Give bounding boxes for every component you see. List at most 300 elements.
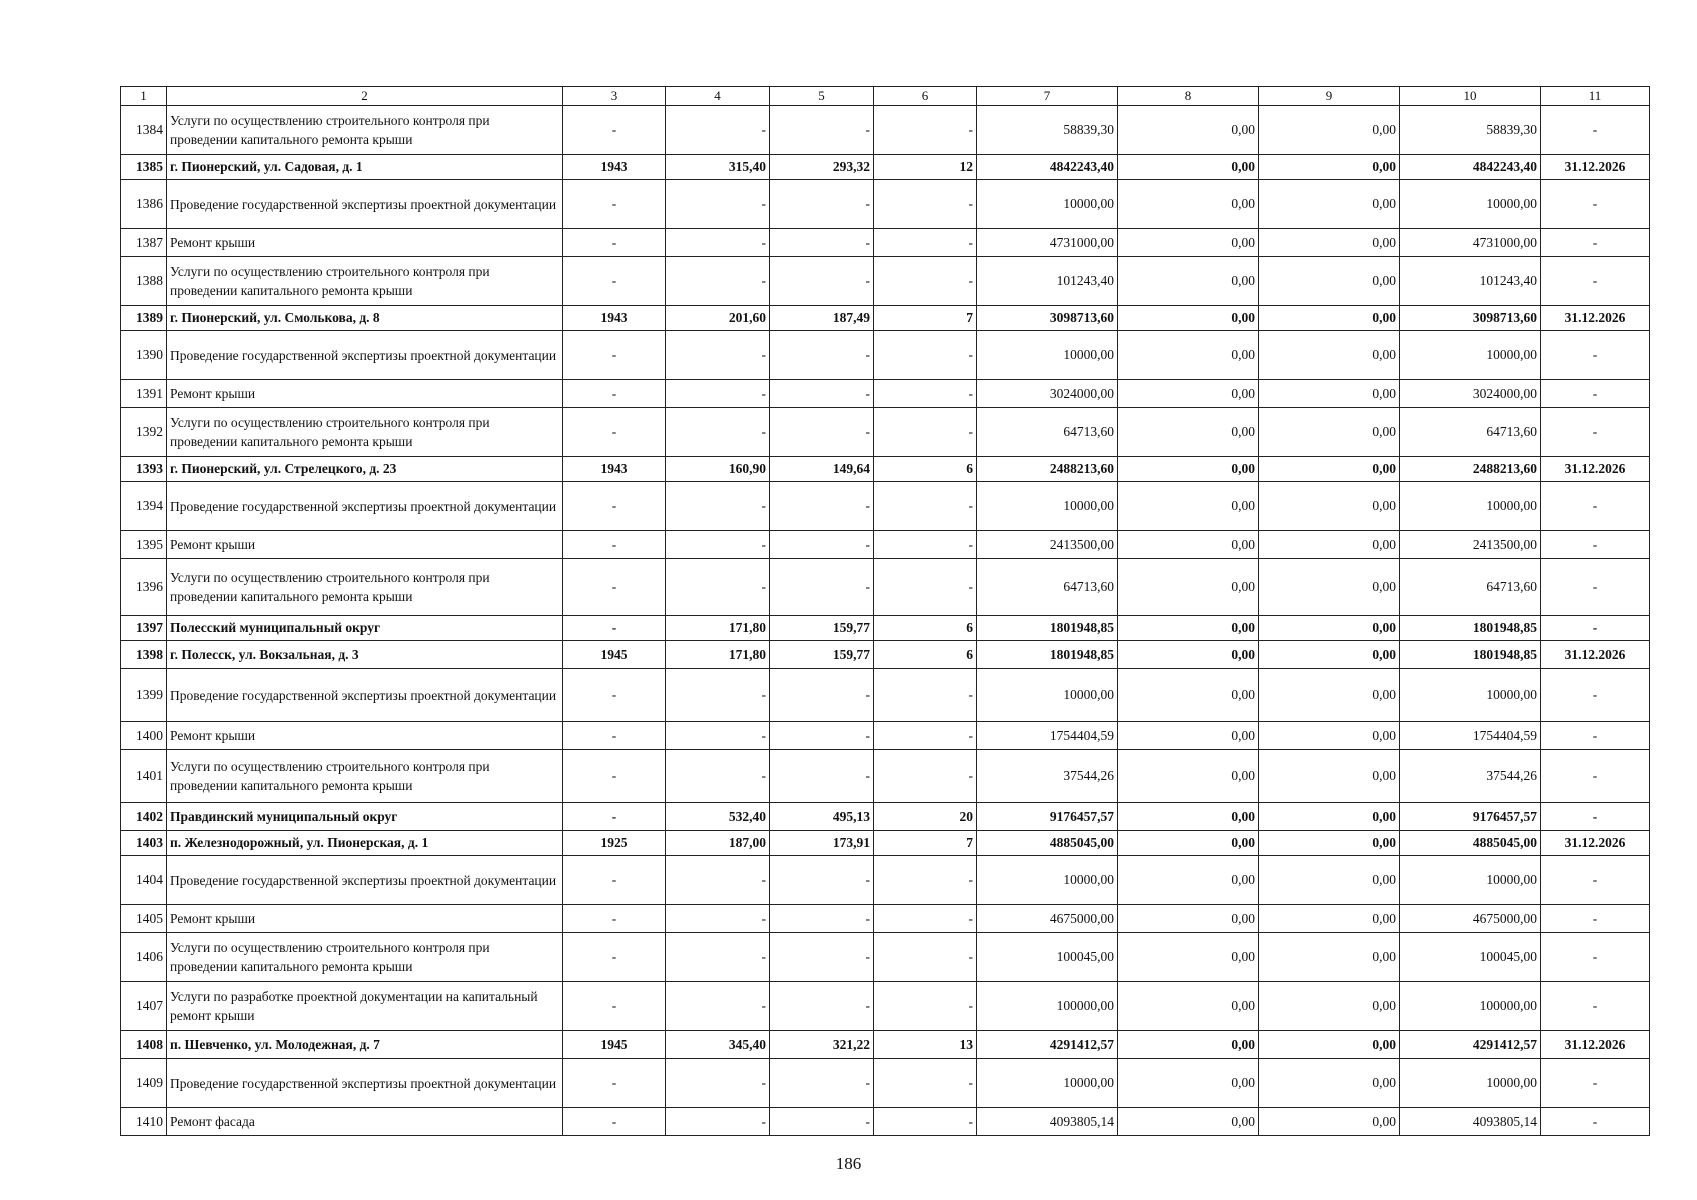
- column-number: 10: [1400, 87, 1541, 106]
- table-cell: -: [666, 905, 770, 933]
- table-cell: 4675000,00: [977, 905, 1118, 933]
- table-cell: -: [1541, 803, 1650, 831]
- table-cell: 31.12.2026: [1541, 831, 1650, 856]
- table-cell: 1943: [563, 155, 666, 180]
- table-cell: -: [770, 257, 874, 306]
- table-row: [121, 559, 1650, 616]
- table-cell: 0,00: [1118, 408, 1259, 457]
- row-description: Правдинский муниципальный округ: [167, 803, 563, 831]
- table-cell: -: [563, 669, 666, 722]
- table-cell: -: [1541, 905, 1650, 933]
- table-cell: -: [874, 257, 977, 306]
- table-cell: -: [563, 933, 666, 982]
- table-cell: 0,00: [1259, 531, 1400, 559]
- table-row: [121, 380, 1650, 408]
- table-row: [121, 331, 1650, 380]
- table-cell: -: [563, 750, 666, 803]
- row-number: 1408: [121, 1031, 167, 1059]
- table-cell: 0,00: [1259, 180, 1400, 229]
- table-row: [121, 831, 1650, 856]
- table-cell: 0,00: [1118, 1108, 1259, 1136]
- column-number: 5: [770, 87, 874, 106]
- row-description: Услуги по осуществлению строительного контроля при проведении капитального ремонта крыши: [167, 408, 563, 457]
- table-cell: -: [1541, 933, 1650, 982]
- row-number: 1391: [121, 380, 167, 408]
- table-cell: 0,00: [1259, 1108, 1400, 1136]
- table-cell: 0,00: [1118, 982, 1259, 1031]
- table-cell: 0,00: [1118, 616, 1259, 641]
- table-cell: -: [563, 803, 666, 831]
- row-description: п. Железнодорожный, ул. Пионерская, д. 1: [167, 831, 563, 856]
- table-cell: 0,00: [1118, 831, 1259, 856]
- table-row: [121, 803, 1650, 831]
- row-description: Проведение государственной экспертизы проектной документации: [167, 669, 563, 722]
- table-cell: -: [666, 982, 770, 1031]
- table-cell: 1801948,85: [977, 641, 1118, 669]
- table-cell: 100000,00: [1400, 982, 1541, 1031]
- table-cell: 1801948,85: [977, 616, 1118, 641]
- table-cell: 31.12.2026: [1541, 155, 1650, 180]
- table-cell: 10000,00: [1400, 1059, 1541, 1108]
- table-cell: -: [770, 669, 874, 722]
- table-cell: -: [666, 482, 770, 531]
- table-cell: 10000,00: [1400, 856, 1541, 905]
- table-cell: 1945: [563, 641, 666, 669]
- table-cell: -: [563, 482, 666, 531]
- table-cell: 4291412,57: [1400, 1031, 1541, 1059]
- row-number: 1386: [121, 180, 167, 229]
- table-cell: -: [563, 229, 666, 257]
- table-cell: -: [874, 180, 977, 229]
- table-cell: 0,00: [1118, 306, 1259, 331]
- row-description: Услуги по осуществлению строительного контроля при проведении капитального ремонта крыши: [167, 106, 563, 155]
- table-cell: 37544,26: [1400, 750, 1541, 803]
- table-cell: -: [770, 106, 874, 155]
- table-row: [121, 106, 1650, 155]
- table-row: [121, 856, 1650, 905]
- table-cell: 20: [874, 803, 977, 831]
- table-cell: 321,22: [770, 1031, 874, 1059]
- table-cell: -: [770, 531, 874, 559]
- table-cell: -: [563, 257, 666, 306]
- table-cell: -: [563, 1108, 666, 1136]
- row-description: г. Полесск, ул. Вокзальная, д. 3: [167, 641, 563, 669]
- column-number: 7: [977, 87, 1118, 106]
- table-cell: 0,00: [1259, 641, 1400, 669]
- row-description: Проведение государственной экспертизы проектной документации: [167, 856, 563, 905]
- table-cell: 0,00: [1118, 180, 1259, 229]
- table-cell: 10000,00: [977, 180, 1118, 229]
- column-number: 3: [563, 87, 666, 106]
- table-cell: -: [770, 933, 874, 982]
- row-number: 1389: [121, 306, 167, 331]
- row-number: 1410: [121, 1108, 167, 1136]
- row-description: Проведение государственной экспертизы проектной документации: [167, 1059, 563, 1108]
- table-cell: -: [666, 750, 770, 803]
- table-cell: 10000,00: [1400, 331, 1541, 380]
- table-row: [121, 482, 1650, 531]
- table-cell: -: [666, 1108, 770, 1136]
- row-number: 1397: [121, 616, 167, 641]
- table-cell: 0,00: [1118, 482, 1259, 531]
- table-cell: -: [563, 905, 666, 933]
- row-description: Ремонт фасада: [167, 1108, 563, 1136]
- table-row: [121, 722, 1650, 750]
- table-cell: 31.12.2026: [1541, 457, 1650, 482]
- table-cell: -: [666, 669, 770, 722]
- table-cell: 4731000,00: [977, 229, 1118, 257]
- table-cell: 4731000,00: [1400, 229, 1541, 257]
- table-cell: 0,00: [1259, 933, 1400, 982]
- column-number: 1: [121, 87, 167, 106]
- table-cell: 13: [874, 1031, 977, 1059]
- table-row: [121, 750, 1650, 803]
- table-row: [121, 641, 1650, 669]
- table-cell: 0,00: [1259, 856, 1400, 905]
- table-cell: 0,00: [1118, 457, 1259, 482]
- row-number: 1398: [121, 641, 167, 669]
- table-cell: 0,00: [1259, 482, 1400, 531]
- table-cell: 4842243,40: [1400, 155, 1541, 180]
- row-description: Услуги по осуществлению строительного контроля при проведении капитального ремонта крыши: [167, 933, 563, 982]
- page-number: 186: [835, 1154, 862, 1173]
- table-cell: 0,00: [1259, 559, 1400, 616]
- table-cell: -: [770, 750, 874, 803]
- table-cell: -: [1541, 106, 1650, 155]
- table-cell: 6: [874, 457, 977, 482]
- row-number: 1405: [121, 905, 167, 933]
- table-cell: -: [666, 722, 770, 750]
- table-cell: 58839,30: [977, 106, 1118, 155]
- table-cell: -: [770, 408, 874, 457]
- table-cell: 495,13: [770, 803, 874, 831]
- table-cell: -: [1541, 257, 1650, 306]
- table-cell: 0,00: [1118, 1059, 1259, 1108]
- table-row: [121, 155, 1650, 180]
- table-cell: 0,00: [1118, 106, 1259, 155]
- table-row: [121, 457, 1650, 482]
- row-description: Полесский муниципальный округ: [167, 616, 563, 641]
- table-cell: 10000,00: [1400, 180, 1541, 229]
- table-cell: 0,00: [1118, 380, 1259, 408]
- table-cell: 6: [874, 616, 977, 641]
- table-cell: -: [666, 933, 770, 982]
- table-cell: 0,00: [1259, 803, 1400, 831]
- table-cell: -: [1541, 669, 1650, 722]
- table-cell: -: [1541, 982, 1650, 1031]
- table-cell: -: [563, 380, 666, 408]
- table-cell: 1801948,85: [1400, 641, 1541, 669]
- table-row: [121, 669, 1650, 722]
- table-cell: 12: [874, 155, 977, 180]
- row-description: г. Пионерский, ул. Стрелецкого, д. 23: [167, 457, 563, 482]
- table-cell: 0,00: [1259, 257, 1400, 306]
- row-number: 1390: [121, 331, 167, 380]
- capital-repair-table: [120, 86, 1650, 1136]
- table-cell: -: [770, 1108, 874, 1136]
- table-cell: -: [874, 1108, 977, 1136]
- table-cell: -: [1541, 1059, 1650, 1108]
- table-cell: 100000,00: [977, 982, 1118, 1031]
- table-cell: 0,00: [1259, 1031, 1400, 1059]
- table-cell: 0,00: [1259, 457, 1400, 482]
- table-cell: 0,00: [1118, 531, 1259, 559]
- table-cell: -: [770, 905, 874, 933]
- table-cell: 0,00: [1118, 669, 1259, 722]
- table-cell: 0,00: [1118, 722, 1259, 750]
- row-description: Ремонт крыши: [167, 531, 563, 559]
- row-description: Ремонт крыши: [167, 722, 563, 750]
- row-number: 1393: [121, 457, 167, 482]
- table-cell: 10000,00: [977, 669, 1118, 722]
- table-cell: 10000,00: [977, 856, 1118, 905]
- table-cell: -: [1541, 180, 1650, 229]
- table-cell: -: [770, 1059, 874, 1108]
- table-cell: 315,40: [666, 155, 770, 180]
- table-cell: 31.12.2026: [1541, 1031, 1650, 1059]
- table-cell: 10000,00: [977, 482, 1118, 531]
- table-cell: 0,00: [1259, 1059, 1400, 1108]
- table-cell: 293,32: [770, 155, 874, 180]
- row-number: 1384: [121, 106, 167, 155]
- row-number: 1399: [121, 669, 167, 722]
- table-cell: 2413500,00: [977, 531, 1118, 559]
- table-cell: -: [563, 982, 666, 1031]
- table-row: [121, 1108, 1650, 1136]
- table-cell: 0,00: [1259, 905, 1400, 933]
- table-cell: 101243,40: [977, 257, 1118, 306]
- table-cell: -: [874, 905, 977, 933]
- table-cell: 4291412,57: [977, 1031, 1118, 1059]
- table-cell: -: [563, 180, 666, 229]
- table-cell: 0,00: [1118, 257, 1259, 306]
- row-number: 1392: [121, 408, 167, 457]
- table-cell: 4093805,14: [1400, 1108, 1541, 1136]
- table-cell: 532,40: [666, 803, 770, 831]
- table-cell: -: [874, 669, 977, 722]
- table-row: [121, 905, 1650, 933]
- table-cell: 0,00: [1118, 905, 1259, 933]
- table-cell: -: [874, 106, 977, 155]
- table-cell: 2488213,60: [1400, 457, 1541, 482]
- column-number: 8: [1118, 87, 1259, 106]
- table-cell: -: [563, 559, 666, 616]
- table-cell: -: [874, 1059, 977, 1108]
- table-cell: -: [874, 482, 977, 531]
- table-row: [121, 1059, 1650, 1108]
- row-description: Ремонт крыши: [167, 229, 563, 257]
- table-cell: 0,00: [1118, 750, 1259, 803]
- table-cell: -: [770, 331, 874, 380]
- row-number: 1385: [121, 155, 167, 180]
- table-cell: 64713,60: [1400, 408, 1541, 457]
- table-cell: 1943: [563, 457, 666, 482]
- table-cell: 160,90: [666, 457, 770, 482]
- table-cell: 64713,60: [977, 408, 1118, 457]
- table-row: [121, 982, 1650, 1031]
- table-cell: -: [874, 982, 977, 1031]
- table-cell: 0,00: [1118, 933, 1259, 982]
- table-cell: 10000,00: [1400, 482, 1541, 531]
- table-cell: 0,00: [1259, 750, 1400, 803]
- row-description: Услуги по разработке проектной документации на капитальный ремонт крыши: [167, 982, 563, 1031]
- table-cell: 0,00: [1259, 306, 1400, 331]
- table-cell: -: [666, 408, 770, 457]
- table-row: [121, 306, 1650, 331]
- table-cell: 171,80: [666, 641, 770, 669]
- row-description: г. Пионерский, ул. Смолькова, д. 8: [167, 306, 563, 331]
- column-number: 6: [874, 87, 977, 106]
- table-cell: -: [563, 106, 666, 155]
- table-cell: -: [563, 331, 666, 380]
- row-number: 1395: [121, 531, 167, 559]
- row-number: 1401: [121, 750, 167, 803]
- table-cell: 100045,00: [977, 933, 1118, 982]
- table-cell: 0,00: [1259, 722, 1400, 750]
- table-cell: -: [666, 106, 770, 155]
- table-cell: -: [666, 180, 770, 229]
- table-cell: -: [1541, 750, 1650, 803]
- table-cell: 0,00: [1259, 408, 1400, 457]
- table-cell: 10000,00: [1400, 669, 1541, 722]
- row-description: Проведение государственной экспертизы проектной документации: [167, 331, 563, 380]
- table-row: [121, 531, 1650, 559]
- row-number: 1396: [121, 559, 167, 616]
- table-cell: -: [666, 559, 770, 616]
- row-number: 1407: [121, 982, 167, 1031]
- table-cell: 9176457,57: [977, 803, 1118, 831]
- table-cell: -: [770, 380, 874, 408]
- column-number: 9: [1259, 87, 1400, 106]
- table-cell: 187,49: [770, 306, 874, 331]
- table-row: [121, 257, 1650, 306]
- table-cell: 101243,40: [1400, 257, 1541, 306]
- table-cell: 0,00: [1259, 669, 1400, 722]
- table-cell: -: [1541, 856, 1650, 905]
- table-cell: -: [770, 982, 874, 1031]
- table-cell: 0,00: [1259, 831, 1400, 856]
- row-number: 1394: [121, 482, 167, 531]
- table-cell: -: [874, 380, 977, 408]
- table-cell: -: [1541, 1108, 1650, 1136]
- row-description: Услуги по осуществлению строительного контроля при проведении капитального ремонта крыши: [167, 257, 563, 306]
- table-cell: -: [770, 722, 874, 750]
- table-cell: 58839,30: [1400, 106, 1541, 155]
- table-row: [121, 1031, 1650, 1059]
- table-cell: 0,00: [1259, 616, 1400, 641]
- table-cell: -: [770, 482, 874, 531]
- table-row: [121, 933, 1650, 982]
- header-row: [121, 87, 1650, 106]
- table-cell: 3024000,00: [1400, 380, 1541, 408]
- table-cell: 0,00: [1118, 331, 1259, 380]
- table-cell: -: [874, 229, 977, 257]
- table-cell: -: [1541, 722, 1650, 750]
- table-cell: 1925: [563, 831, 666, 856]
- table-cell: 37544,26: [977, 750, 1118, 803]
- table-cell: -: [1541, 408, 1650, 457]
- table-cell: 0,00: [1259, 106, 1400, 155]
- table-cell: -: [563, 722, 666, 750]
- table-cell: -: [874, 933, 977, 982]
- table-cell: 10000,00: [977, 1059, 1118, 1108]
- table-row: [121, 408, 1650, 457]
- row-description: Проведение государственной экспертизы проектной документации: [167, 180, 563, 229]
- row-number: 1404: [121, 856, 167, 905]
- table-cell: 4093805,14: [977, 1108, 1118, 1136]
- table-cell: -: [874, 408, 977, 457]
- table-cell: -: [666, 380, 770, 408]
- table-cell: 149,64: [770, 457, 874, 482]
- table-cell: 159,77: [770, 616, 874, 641]
- table-cell: 0,00: [1259, 155, 1400, 180]
- table-cell: -: [1541, 380, 1650, 408]
- row-description: Услуги по осуществлению строительного контроля при проведении капитального ремонта крыши: [167, 750, 563, 803]
- table-cell: 0,00: [1259, 331, 1400, 380]
- table-cell: 1943: [563, 306, 666, 331]
- table-cell: -: [1541, 531, 1650, 559]
- table-cell: 345,40: [666, 1031, 770, 1059]
- table-cell: 31.12.2026: [1541, 306, 1650, 331]
- row-description: Услуги по осуществлению строительного контроля при проведении капитального ремонта крыши: [167, 559, 563, 616]
- table-cell: 100045,00: [1400, 933, 1541, 982]
- table-row: [121, 616, 1650, 641]
- column-number: 2: [167, 87, 563, 106]
- table-cell: 171,80: [666, 616, 770, 641]
- table-cell: -: [770, 180, 874, 229]
- table-cell: -: [770, 559, 874, 616]
- table-cell: -: [874, 856, 977, 905]
- row-number: 1409: [121, 1059, 167, 1108]
- table-cell: 0,00: [1118, 803, 1259, 831]
- table-cell: -: [874, 331, 977, 380]
- table-cell: 159,77: [770, 641, 874, 669]
- table-cell: -: [563, 616, 666, 641]
- table-cell: 7: [874, 306, 977, 331]
- table-cell: -: [1541, 331, 1650, 380]
- row-number: 1400: [121, 722, 167, 750]
- table-cell: -: [563, 531, 666, 559]
- table-cell: 64713,60: [1400, 559, 1541, 616]
- table-cell: 10000,00: [977, 331, 1118, 380]
- table-cell: 1945: [563, 1031, 666, 1059]
- table-cell: -: [563, 1059, 666, 1108]
- table-cell: 201,60: [666, 306, 770, 331]
- table-cell: 1801948,85: [1400, 616, 1541, 641]
- row-description: Ремонт крыши: [167, 380, 563, 408]
- table-cell: -: [874, 750, 977, 803]
- table-cell: -: [874, 531, 977, 559]
- table-cell: 4885045,00: [977, 831, 1118, 856]
- table-cell: -: [874, 722, 977, 750]
- table-cell: 9176457,57: [1400, 803, 1541, 831]
- row-description: п. Шевченко, ул. Молодежная, д. 7: [167, 1031, 563, 1059]
- table-cell: 31.12.2026: [1541, 641, 1650, 669]
- table-cell: -: [874, 559, 977, 616]
- row-number: 1403: [121, 831, 167, 856]
- table-cell: -: [1541, 616, 1650, 641]
- table-cell: 3098713,60: [1400, 306, 1541, 331]
- table-cell: -: [666, 331, 770, 380]
- table-cell: 0,00: [1259, 229, 1400, 257]
- table-cell: 1754404,59: [977, 722, 1118, 750]
- table-cell: 4885045,00: [1400, 831, 1541, 856]
- table-cell: -: [1541, 229, 1650, 257]
- table-cell: -: [770, 856, 874, 905]
- row-description: Ремонт крыши: [167, 905, 563, 933]
- table-cell: 1754404,59: [1400, 722, 1541, 750]
- table-cell: 0,00: [1118, 559, 1259, 616]
